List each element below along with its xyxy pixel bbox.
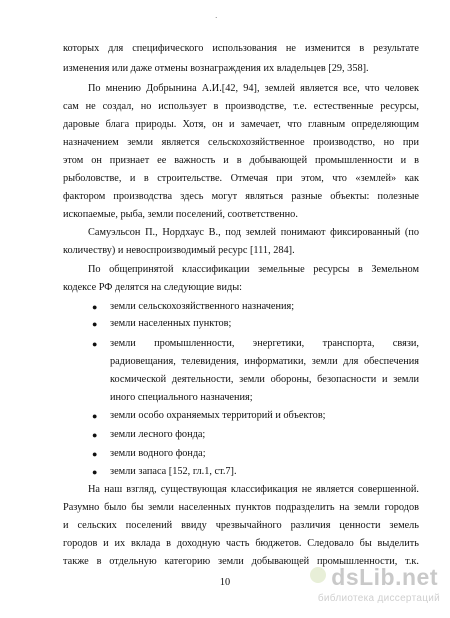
watermark <box>302 564 442 612</box>
bullet-icon: ● <box>92 339 98 349</box>
list-item: земли населенных пунктов; <box>110 318 232 329</box>
watermark-subtitle: библиотека диссертаций <box>317 593 440 604</box>
watermark-logo-icon <box>310 567 326 583</box>
text-line: ископаемые, рыба, земли поселений, соответственно. <box>63 209 298 220</box>
bullet-icon: ● <box>92 449 98 459</box>
text-line: По общепринятой классификации земельные ресурсы в Земельном <box>88 264 419 275</box>
text-line: назначением земли является сельскохозяйственное производство, но при <box>63 137 419 148</box>
text-line: кодексе РФ делятся на следующие виды: <box>63 282 243 293</box>
text-line: Разумно было бы земли населенных пунктов подразделить на земли городов <box>63 502 419 513</box>
text-line: сам не создал, но использует в производстве, т.е. естественные ресурсы, <box>63 101 419 112</box>
text-line: городов и их вклада в доходную часть бюджетов. Следовало бы выделить <box>63 538 419 549</box>
list-item: земли сельскохозяйственного назначения; <box>110 301 295 312</box>
text-line: рыболовстве, и в строительстве. Отмечая при этом, что «землей» как <box>63 173 419 184</box>
bullet-icon: ● <box>92 430 98 440</box>
text-line: изменения или даже отмены вознаграждения их владельцев [29, 358]. <box>63 63 369 74</box>
list-item-continuation: радиовещания, телевидения, информатики, земли для обеспечения <box>110 356 419 367</box>
text-line: которых для специфического использования не изменится в результате <box>63 43 419 54</box>
text-line: По мнению Добрынина А.И.[42, 94], землей является все, что человек <box>88 83 419 94</box>
bullet-icon: ● <box>92 319 98 329</box>
text-line: даровые блага природы. Хотя, он и замечает, что главным определяющим <box>63 119 419 130</box>
list-item: земли особо охраняемых территорий и объектов; <box>110 410 326 421</box>
bullet-icon: ● <box>92 302 98 312</box>
scan-mark: · <box>215 14 218 22</box>
bullet-icon: ● <box>92 467 98 477</box>
list-item: земли лесного фонда; <box>110 429 206 440</box>
watermark-title: dsLib.net <box>331 564 438 590</box>
text-line: Самуэльсон П., Нордхаус В., под землей понимают фиксированный (по <box>88 227 419 238</box>
text-line: количеству) и невоспроизводимый ресурс [111, 284]. <box>63 245 295 256</box>
text-line: и сельских поселений ввиду чрезвычайного различия ценности земель <box>63 520 419 531</box>
page-number: 10 <box>219 577 231 588</box>
list-item: земли запаса [152, гл.1, ст.7]. <box>110 466 237 477</box>
text-line: фактором производства здесь могут являться разные объекты: полезные <box>63 191 419 202</box>
list-item: земли водного фонда; <box>110 448 206 459</box>
list-item-continuation: иного специального назначения; <box>110 392 253 403</box>
bullet-icon: ● <box>92 411 98 421</box>
text-line: также в отдельную категорию земли добывающей промышленности, т.к. <box>63 556 419 567</box>
list-item-continuation: космической деятельности, земли обороны, безопасности и земли <box>110 374 419 385</box>
list-item: земли промышленности, энергетики, транспорта, связи, <box>110 338 419 349</box>
text-line: На наш взгляд, существующая классификация не является совершенной. <box>88 484 419 495</box>
text-line: этом он признает ее важность и в добывающей промышленности и в <box>63 155 419 166</box>
